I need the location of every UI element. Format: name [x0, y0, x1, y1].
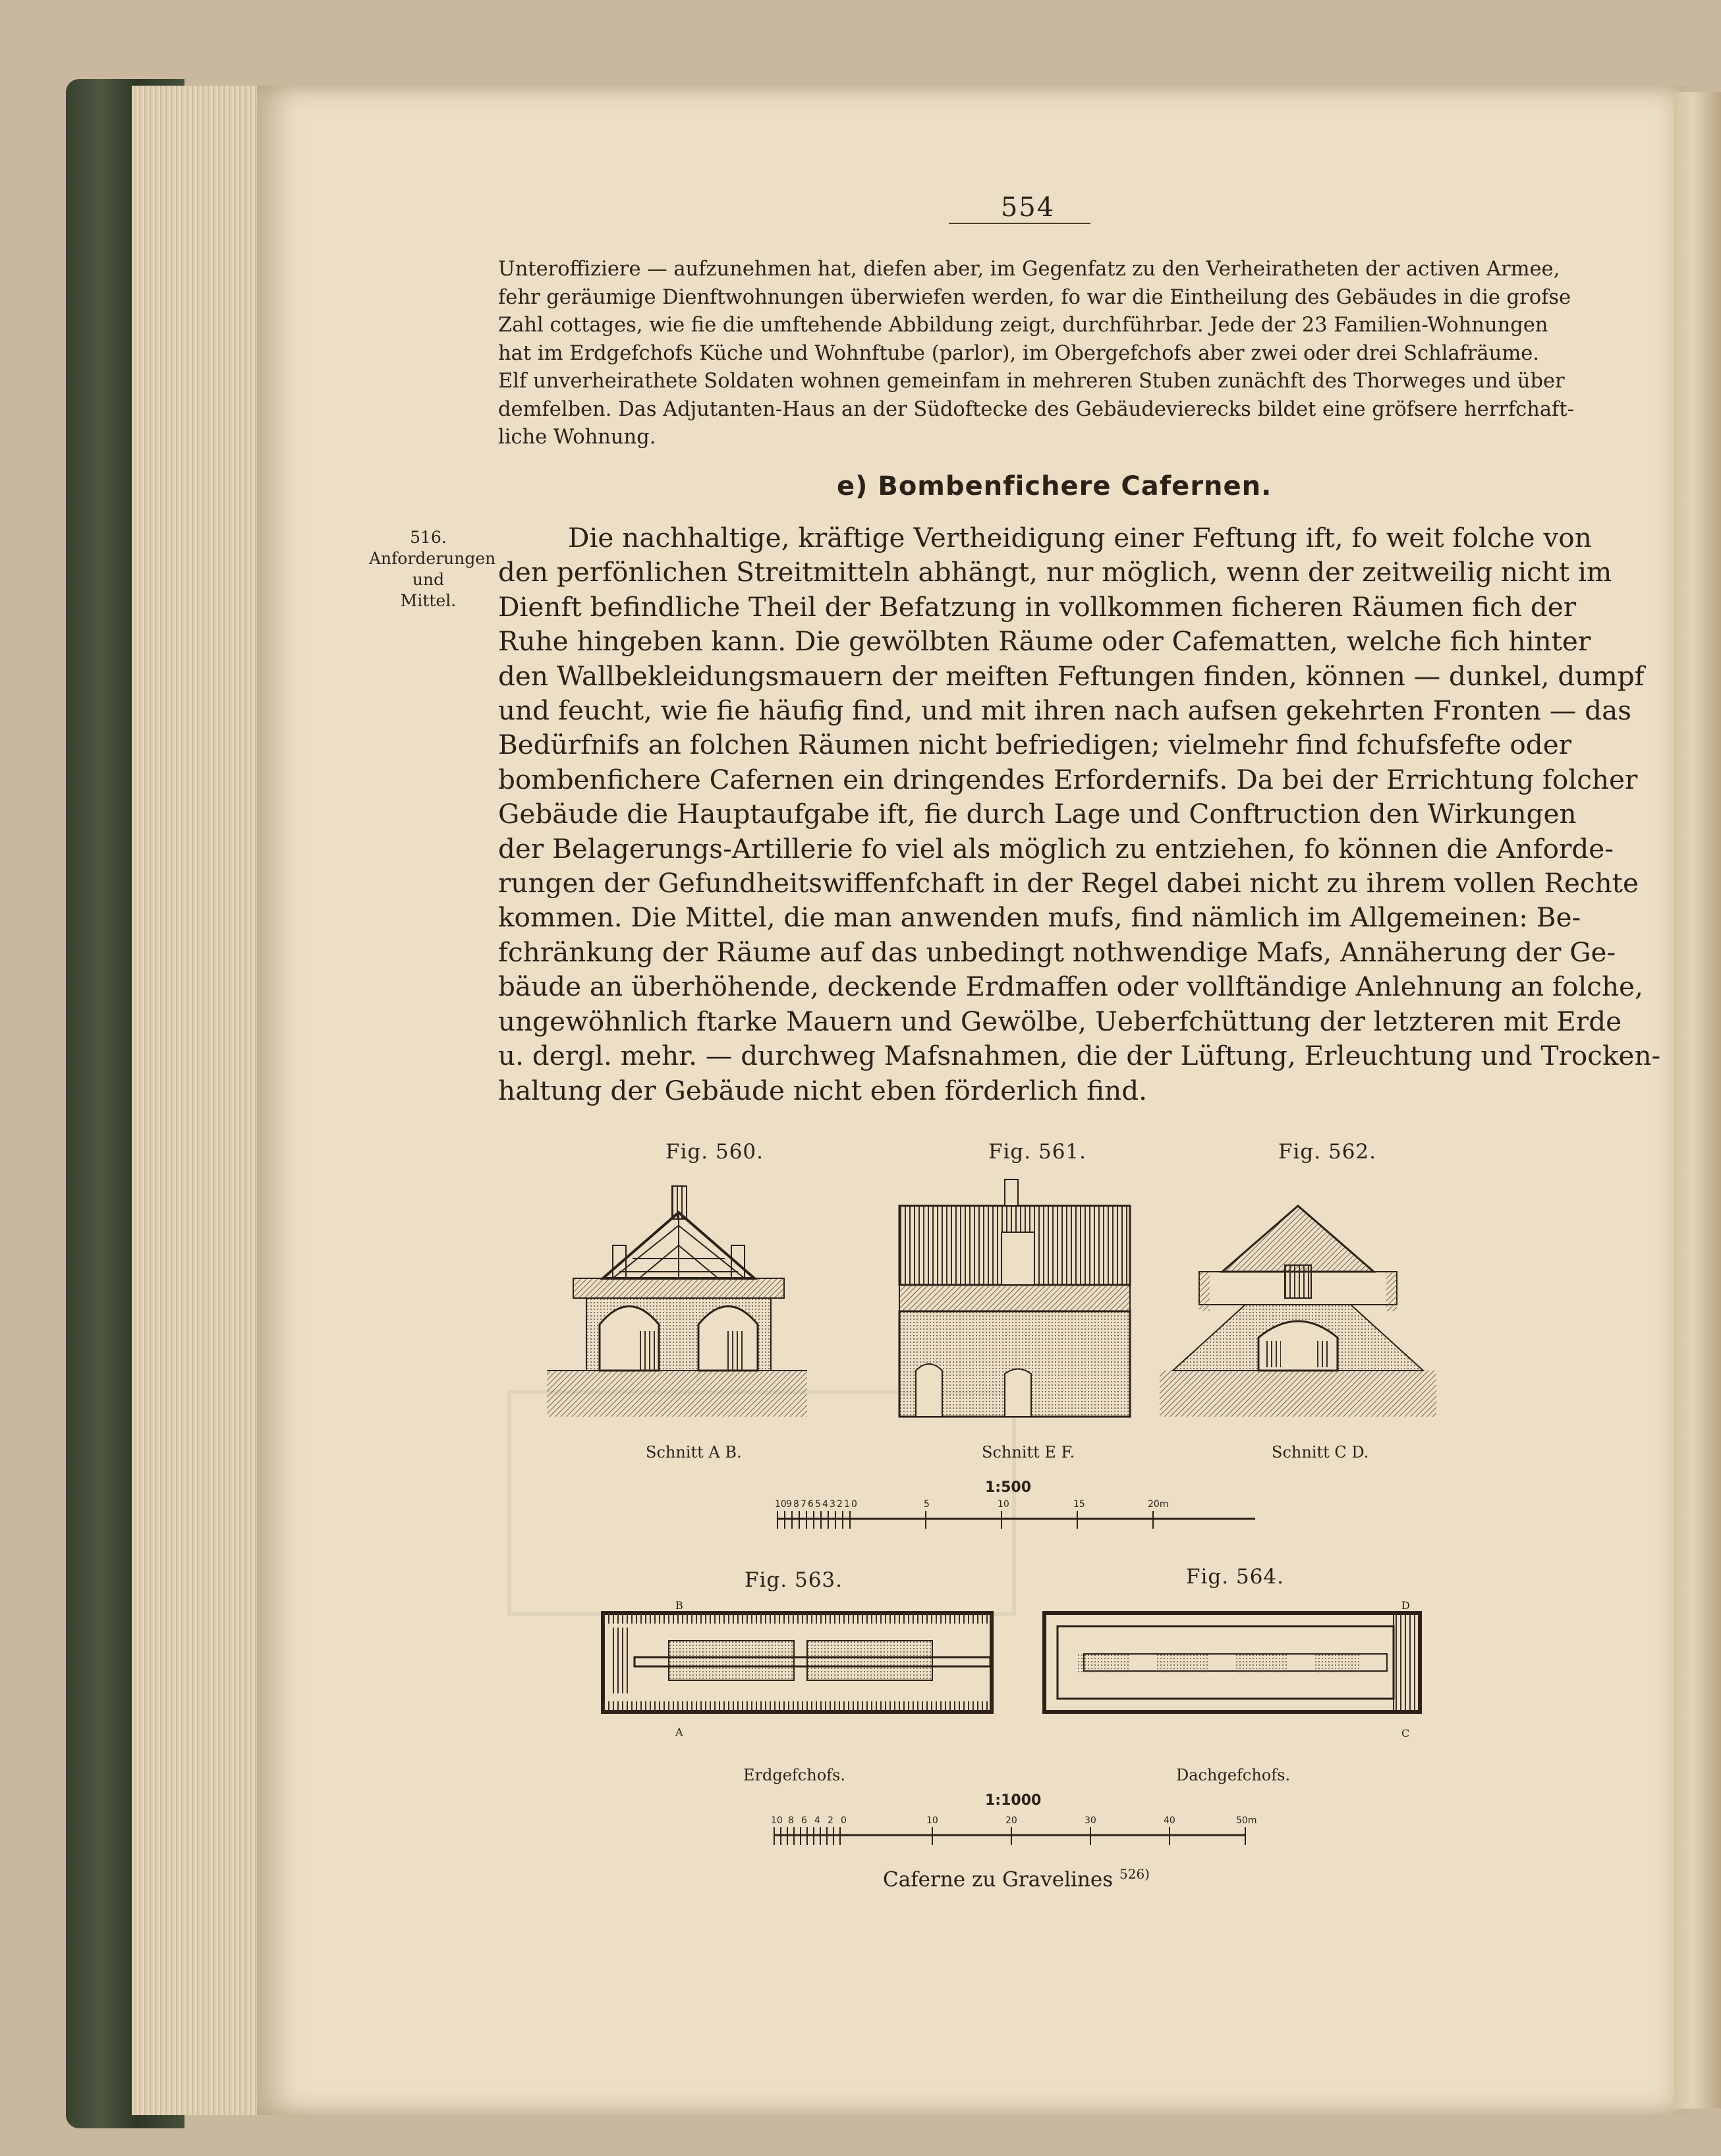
scale-bottom-tick-6: 6: [801, 1815, 807, 1826]
scale-top-tick-20m: 20m: [1148, 1499, 1169, 1510]
fig-563-label: Fig. 563.: [745, 1568, 843, 1592]
fig-561-caption: Schnitt E F.: [982, 1443, 1075, 1461]
svg-text:C: C: [1401, 1727, 1410, 1740]
text-line: liche Wohnung.: [498, 426, 656, 449]
scale-top-tick-2: 2: [837, 1499, 843, 1510]
text-line: haltung der Gebäude nicht eben förderlich find.: [498, 1074, 1147, 1106]
text-line: hat im Erdgefchofs Küche und Wohnftube (parlor), im Obergefchofs aber zwei oder drei Schlafräume.: [498, 341, 1539, 365]
fig-562-section-drawing: [1160, 1186, 1436, 1430]
right-page-edge: [1674, 92, 1721, 2109]
fig-564-caption: Dachgefchofs.: [1176, 1766, 1291, 1784]
scale-bottom-tick-10: 10: [771, 1815, 783, 1826]
scale-bottom-bar: [771, 1822, 1272, 1848]
fig-563-caption: Erdgefchofs.: [743, 1766, 845, 1784]
page-number: 554: [1000, 192, 1056, 223]
svg-text:A: A: [675, 1726, 683, 1738]
fig-564-plan-drawing: [1044, 1601, 1433, 1740]
fig-561-label: Fig. 561.: [988, 1140, 1086, 1164]
margin-note-line: und: [412, 570, 445, 589]
fig-563-plan-drawing: [603, 1601, 992, 1740]
text-line: Gebäude die Hauptaufgabe ift, fie durch Lage und Conftruction den Wirkungen: [498, 798, 1577, 830]
scale-bottom-tick-40m: 40: [1164, 1815, 1175, 1826]
text-line: fchränkung der Räume auf das unbedingt nothwendige Mafs, Annäherung der Ge-: [498, 936, 1616, 968]
svg-text:D: D: [1401, 1599, 1410, 1612]
scale-bottom-tick-10m: 10: [926, 1815, 938, 1826]
scale-top-tick-1: 1: [844, 1499, 850, 1510]
fig-560-section-drawing: [547, 1173, 810, 1436]
scale-top-tick-5: 5: [815, 1499, 821, 1510]
scale-top-tick-7: 7: [801, 1499, 806, 1510]
scale-bottom-tick-20m: 20: [1005, 1815, 1017, 1826]
scale-bottom-tick-30m: 30: [1085, 1815, 1096, 1826]
page-edges: [132, 86, 264, 2115]
text-line: den perfönlichen Streitmitteln abhängt, nur möglich, wenn der zeitweilig nicht im: [498, 556, 1612, 588]
text-line: ungewöhnlich ftarke Mauern und Gewölbe, Ueberfchüttung der letzteren mit Erde: [498, 1005, 1622, 1037]
text-line: Elf unverheirathete Soldaten wohnen gemeinfam in mehreren Stuben zunächft des Thorweges und über: [498, 370, 1565, 393]
section-heading: e) Bombenfichere Cafernen.: [837, 471, 1272, 501]
text-line: Zahl cottages, wie fie die umftehende Abbildung zeigt, durchführbar. Jede der 23 Familien-Wohnungen: [498, 314, 1548, 337]
text-line: der Belagerungs-Artillerie fo viel als möglich zu entziehen, fo können die Anforde-: [498, 832, 1614, 865]
figure-group-caption-text: Caferne zu Gravelines: [883, 1867, 1114, 1892]
text-line: demfelben. Das Adjutanten-Haus an der Südoftecke des Gebäudevierecks bildet eine gröfsere herrfchaft-: [498, 397, 1574, 421]
scale-top-title: 1:500: [985, 1479, 1032, 1496]
text-line: Ruhe hingeben kann. Die gewölbten Räume oder Cafematten, welche fich hinter: [498, 625, 1591, 658]
text-line: fehr geräumige Dienftwohnungen überwiefen werden, fo war die Eintheilung des Gebäudes in die grofse: [498, 285, 1571, 309]
scale-top-tick-15m: 15: [1073, 1499, 1085, 1510]
text-line: und feucht, wie fie häufig find, und mit ihren nach aufsen gekehrten Fronten — das: [498, 695, 1632, 727]
fig-560-label: Fig. 560.: [665, 1140, 764, 1164]
svg-text:B: B: [675, 1599, 683, 1612]
scale-top-bar: [774, 1506, 1262, 1532]
figure-group-caption-footnote: 526): [1119, 1866, 1150, 1882]
text-line: bombenfichere Cafernen ein dringendes Erfordernifs. Da bei der Errichtung folcher: [498, 763, 1638, 795]
text-line: rungen der Gefundheitswiffenfchaft in der Regel dabei nicht zu ihrem vollen Rechte: [498, 867, 1639, 899]
text-line: Unteroffiziere — aufzunehmen hat, diefen aber, im Gegenfatz zu den Verheiratheten der activen Armee,: [498, 258, 1560, 281]
text-line: Bedürfnifs an folchen Räumen nicht befriedigen; vielmehr find fchufsfefte oder: [498, 729, 1572, 761]
margin-note-number: 516.: [410, 528, 447, 547]
scale-bottom-tick-0: 0: [841, 1815, 847, 1826]
text-line: den Wallbekleidungsmauern der meiften Feftungen finden, können — dunkel, dumpf: [498, 660, 1645, 692]
scale-bottom-tick-2: 2: [828, 1815, 833, 1826]
scale-top-tick-9: 9: [786, 1499, 792, 1510]
scale-top-tick-10: 10: [775, 1499, 787, 1510]
page-number-rule: [949, 223, 1090, 224]
scale-bottom-tick-8: 8: [788, 1815, 794, 1826]
scale-bottom-title: 1:1000: [985, 1792, 1042, 1809]
text-line: Dienft befindliche Theil der Befatzung in vollkommen ficheren Räumen fich der: [498, 590, 1577, 623]
scale-top-tick-5m: 5: [924, 1499, 930, 1510]
scale-bottom-tick-4: 4: [814, 1815, 820, 1826]
fig-562-caption: Schnitt C D.: [1272, 1443, 1369, 1461]
margin-note-line: Mittel.: [400, 591, 457, 610]
margin-note: [369, 527, 496, 611]
intro-paragraph: [498, 256, 1574, 452]
fig-564-label: Fig. 564.: [1186, 1565, 1284, 1589]
text-line: u. dergl. mehr. — durchweg Mafsnahmen, die der Lüftung, Erleuchtung und Trocken-: [498, 1040, 1661, 1072]
text-line: Die nachhaltige, kräftige Vertheidigung einer Feftung ift, fo weit folche von: [568, 522, 1592, 553]
figure-group-caption: [883, 1866, 1150, 1891]
scale-top-tick-4: 4: [822, 1499, 828, 1510]
margin-note-line: Anforderungen: [369, 549, 496, 568]
fig-560-caption: Schnitt A B.: [646, 1443, 742, 1461]
scale-top-tick-0: 0: [851, 1499, 857, 1510]
scale-top-tick-8: 8: [793, 1499, 799, 1510]
scale-top-tick-3: 3: [830, 1499, 835, 1510]
scale-bottom-tick-50m: 50m: [1236, 1815, 1257, 1826]
text-line: bäude an überhöhende, deckende Erdmaffen oder vollftändige Anlehnung an folche,: [498, 971, 1643, 1003]
fig-562-label: Fig. 562.: [1278, 1140, 1376, 1164]
scale-top-tick-10m: 10: [998, 1499, 1009, 1510]
fig-561-section-drawing: [899, 1179, 1130, 1430]
scale-top-tick-6: 6: [808, 1499, 814, 1510]
text-line: kommen. Die Mittel, die man anwenden mufs, find nämlich im Allgemeinen: Be-: [498, 901, 1581, 934]
main-paragraph: [498, 521, 1661, 1108]
